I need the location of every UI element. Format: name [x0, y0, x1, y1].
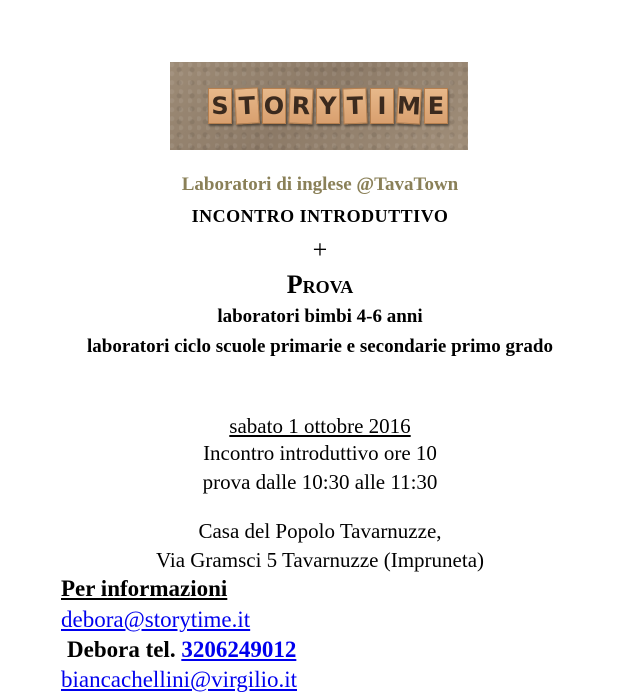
- workshop-line-1: laboratori bimbi 4-6 anni: [217, 306, 423, 327]
- phone-line: [67, 637, 296, 663]
- intro-time: Incontro introduttivo ore 10: [203, 441, 437, 465]
- letter-tile: I: [370, 88, 394, 124]
- trial-time: prova dalle 10:30 alle 11:30: [202, 470, 438, 494]
- letter-tile: S: [208, 88, 232, 124]
- storytime-banner-image: [170, 62, 468, 150]
- letter-tile: E: [424, 88, 448, 124]
- info-heading: Per informazioni: [61, 576, 228, 601]
- phone-link[interactable]: 3206249012: [181, 637, 297, 662]
- letter-tiles: [208, 88, 448, 124]
- prova-heading: Prova: [286, 270, 354, 299]
- intro-heading: INCONTRO INTRODUTTIVO: [191, 206, 449, 226]
- letter-tile: Y: [316, 88, 340, 124]
- venue-name: Casa del Popolo Tavarnuzze,: [198, 519, 442, 543]
- letter-tile: T: [234, 87, 260, 124]
- subtitle: Laboratori di inglese @TavaTown: [181, 174, 459, 195]
- venue-address: Via Gramsci 5 Tavarnuzze (Impruneta): [155, 548, 485, 572]
- letter-tile: T: [342, 88, 367, 125]
- phone-label: Debora tel.: [67, 637, 176, 662]
- plus-sign: +: [312, 235, 328, 264]
- letter-tile: O: [262, 88, 286, 124]
- letter-tile: M: [396, 87, 422, 124]
- letter-tile: R: [288, 88, 313, 125]
- email-link-bianca[interactable]: biancachellini@virgilio.it: [61, 667, 298, 692]
- email-link-debora[interactable]: debora@storytime.it: [61, 607, 251, 632]
- workshop-line-2: laboratori ciclo scuole primarie e secondarie primo grado: [87, 336, 553, 357]
- event-date: sabato 1 ottobre 2016: [229, 414, 411, 438]
